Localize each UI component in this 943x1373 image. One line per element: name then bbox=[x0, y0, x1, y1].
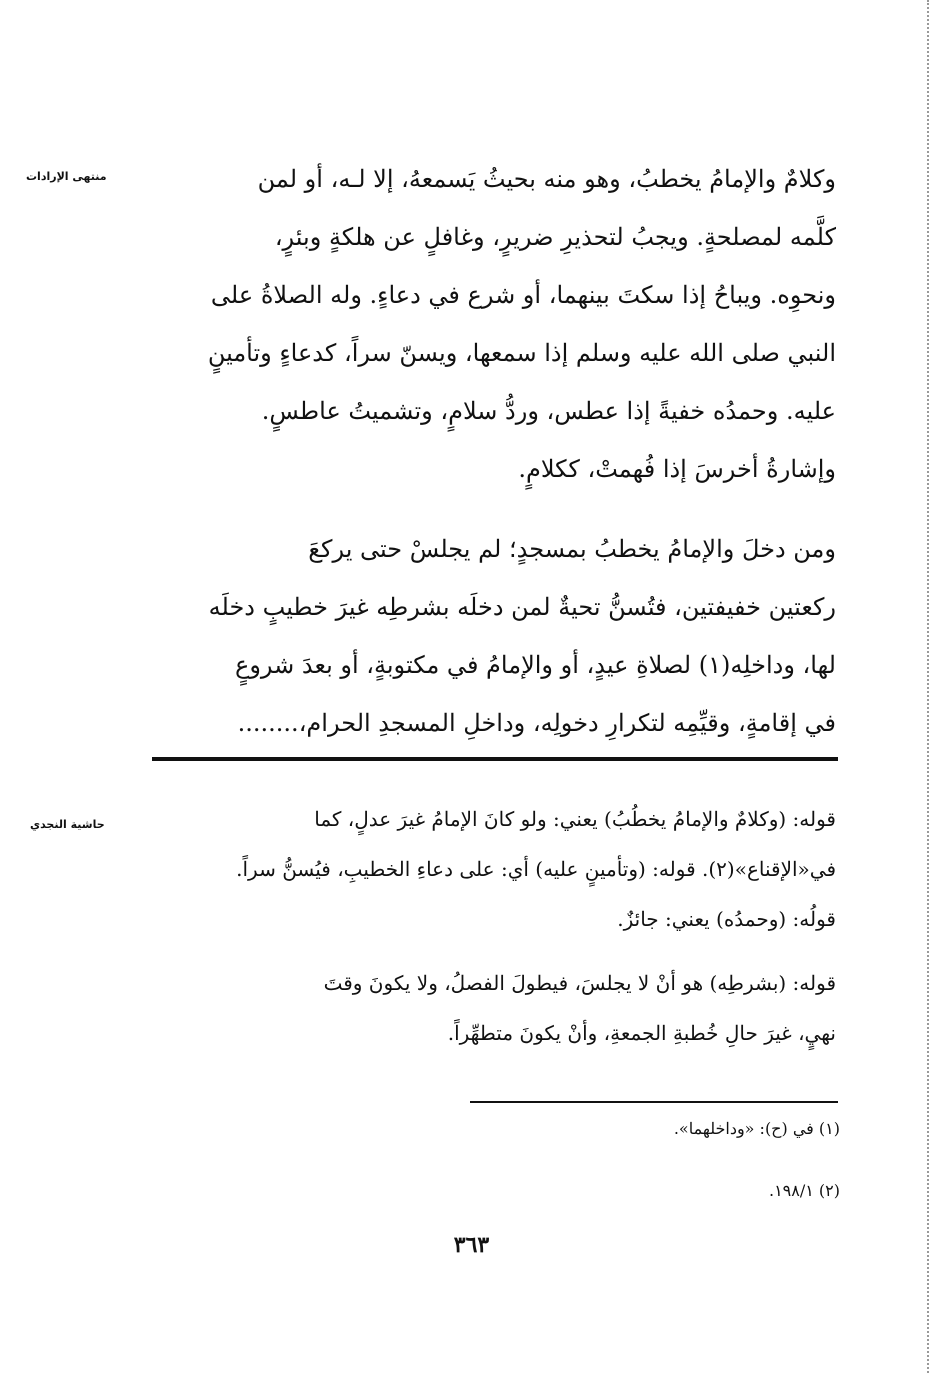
main-line: وإشارةُ أخرسَ إذا فُهمتْ، ككلامٍ. bbox=[518, 455, 836, 483]
footnote: (٢) ١٩٨/١. bbox=[768, 1181, 840, 1200]
main-line: لها، وداخلِه(١) لصلاةِ عيدٍ، أو والإمامُ في مكتوبةٍ، أو بعدَ شروعٍ bbox=[235, 651, 836, 679]
main-line: النبي صلى الله عليه وسلم إذا سمعها، ويسنّ سراً، كدعاءٍ وتأمينٍ bbox=[207, 339, 836, 367]
main-line: ومن دخلَ والإمامُ يخطبُ بمسجدٍ؛ لم يجلسْ حتى يركعَ bbox=[308, 535, 836, 563]
footnotes bbox=[470, 1114, 840, 1206]
commentary-text bbox=[150, 794, 836, 1058]
commentary-line: قوله: (وكلامٌ والإمامُ يخطُبُ) يعني: ولو كانَ الإمامُ غيرَ عدلٍ، كما bbox=[314, 807, 836, 831]
commentary-line: في«الإقناع»(٢). قوله: (وتأمينٍ عليه) أي: على دعاءِ الخطيبِ، فيُسنُّ سراً. bbox=[236, 857, 836, 881]
scan-edge-border bbox=[927, 0, 943, 1373]
main-line: ركعتين خفيفتين، فتُسنُّ تحيةٌ لمن دخلَه بشرطِه غيرَ خطيبٍ دخلَه bbox=[208, 593, 836, 621]
commentary-line: قولُه: (وحمدُه) يعني: جائزٌ. bbox=[617, 907, 836, 931]
main-line: في إقامةٍ، وقيِّمِه لتكرارِ دخولِه، وداخلِ المسجدِ الحرام،........ bbox=[237, 709, 836, 737]
section-divider bbox=[152, 757, 838, 761]
commentary-line: نهيٍ، غيرَ حالِ خُطبةِ الجمعةِ، وأنْ يكونَ متطهِّراً. bbox=[447, 1021, 836, 1045]
main-line: عليه. وحمدُه خفيةً إذا عطس، وردُّ سلامٍ، وتشميتُ عاطسٍ. bbox=[261, 397, 836, 425]
main-text bbox=[150, 150, 836, 752]
main-line: ونحوِه. ويباحُ إذا سكتَ بينهما، أو شرع في دعاءٍ. وله الصلاةُ على bbox=[210, 281, 836, 309]
margin-label-main: منتهى الإرادات bbox=[26, 170, 107, 183]
page-number: ٣٦٣ bbox=[453, 1232, 490, 1258]
commentary-line: قوله: (بشرطِه) هو أنْ لا يجلسَ، فيطولَ الفصلُ، ولا يكونَ وقتَ bbox=[323, 971, 836, 995]
main-line: وكلامٌ والإمامُ يخطبُ، وهو منه بحيثُ يَسمعهُ، إلا لـه، أو لمن bbox=[257, 165, 836, 193]
main-line: كلَّمه لمصلحةٍ. ويجبُ لتحذيرِ ضريرٍ، وغافلٍ عن هلكةٍ وبئرٍ، bbox=[274, 223, 836, 251]
footnote: (١) في (ح): «وداخلهما». bbox=[673, 1119, 840, 1138]
margin-label-commentary: حاشية النجدي bbox=[30, 818, 105, 831]
footnote-divider bbox=[470, 1101, 838, 1103]
